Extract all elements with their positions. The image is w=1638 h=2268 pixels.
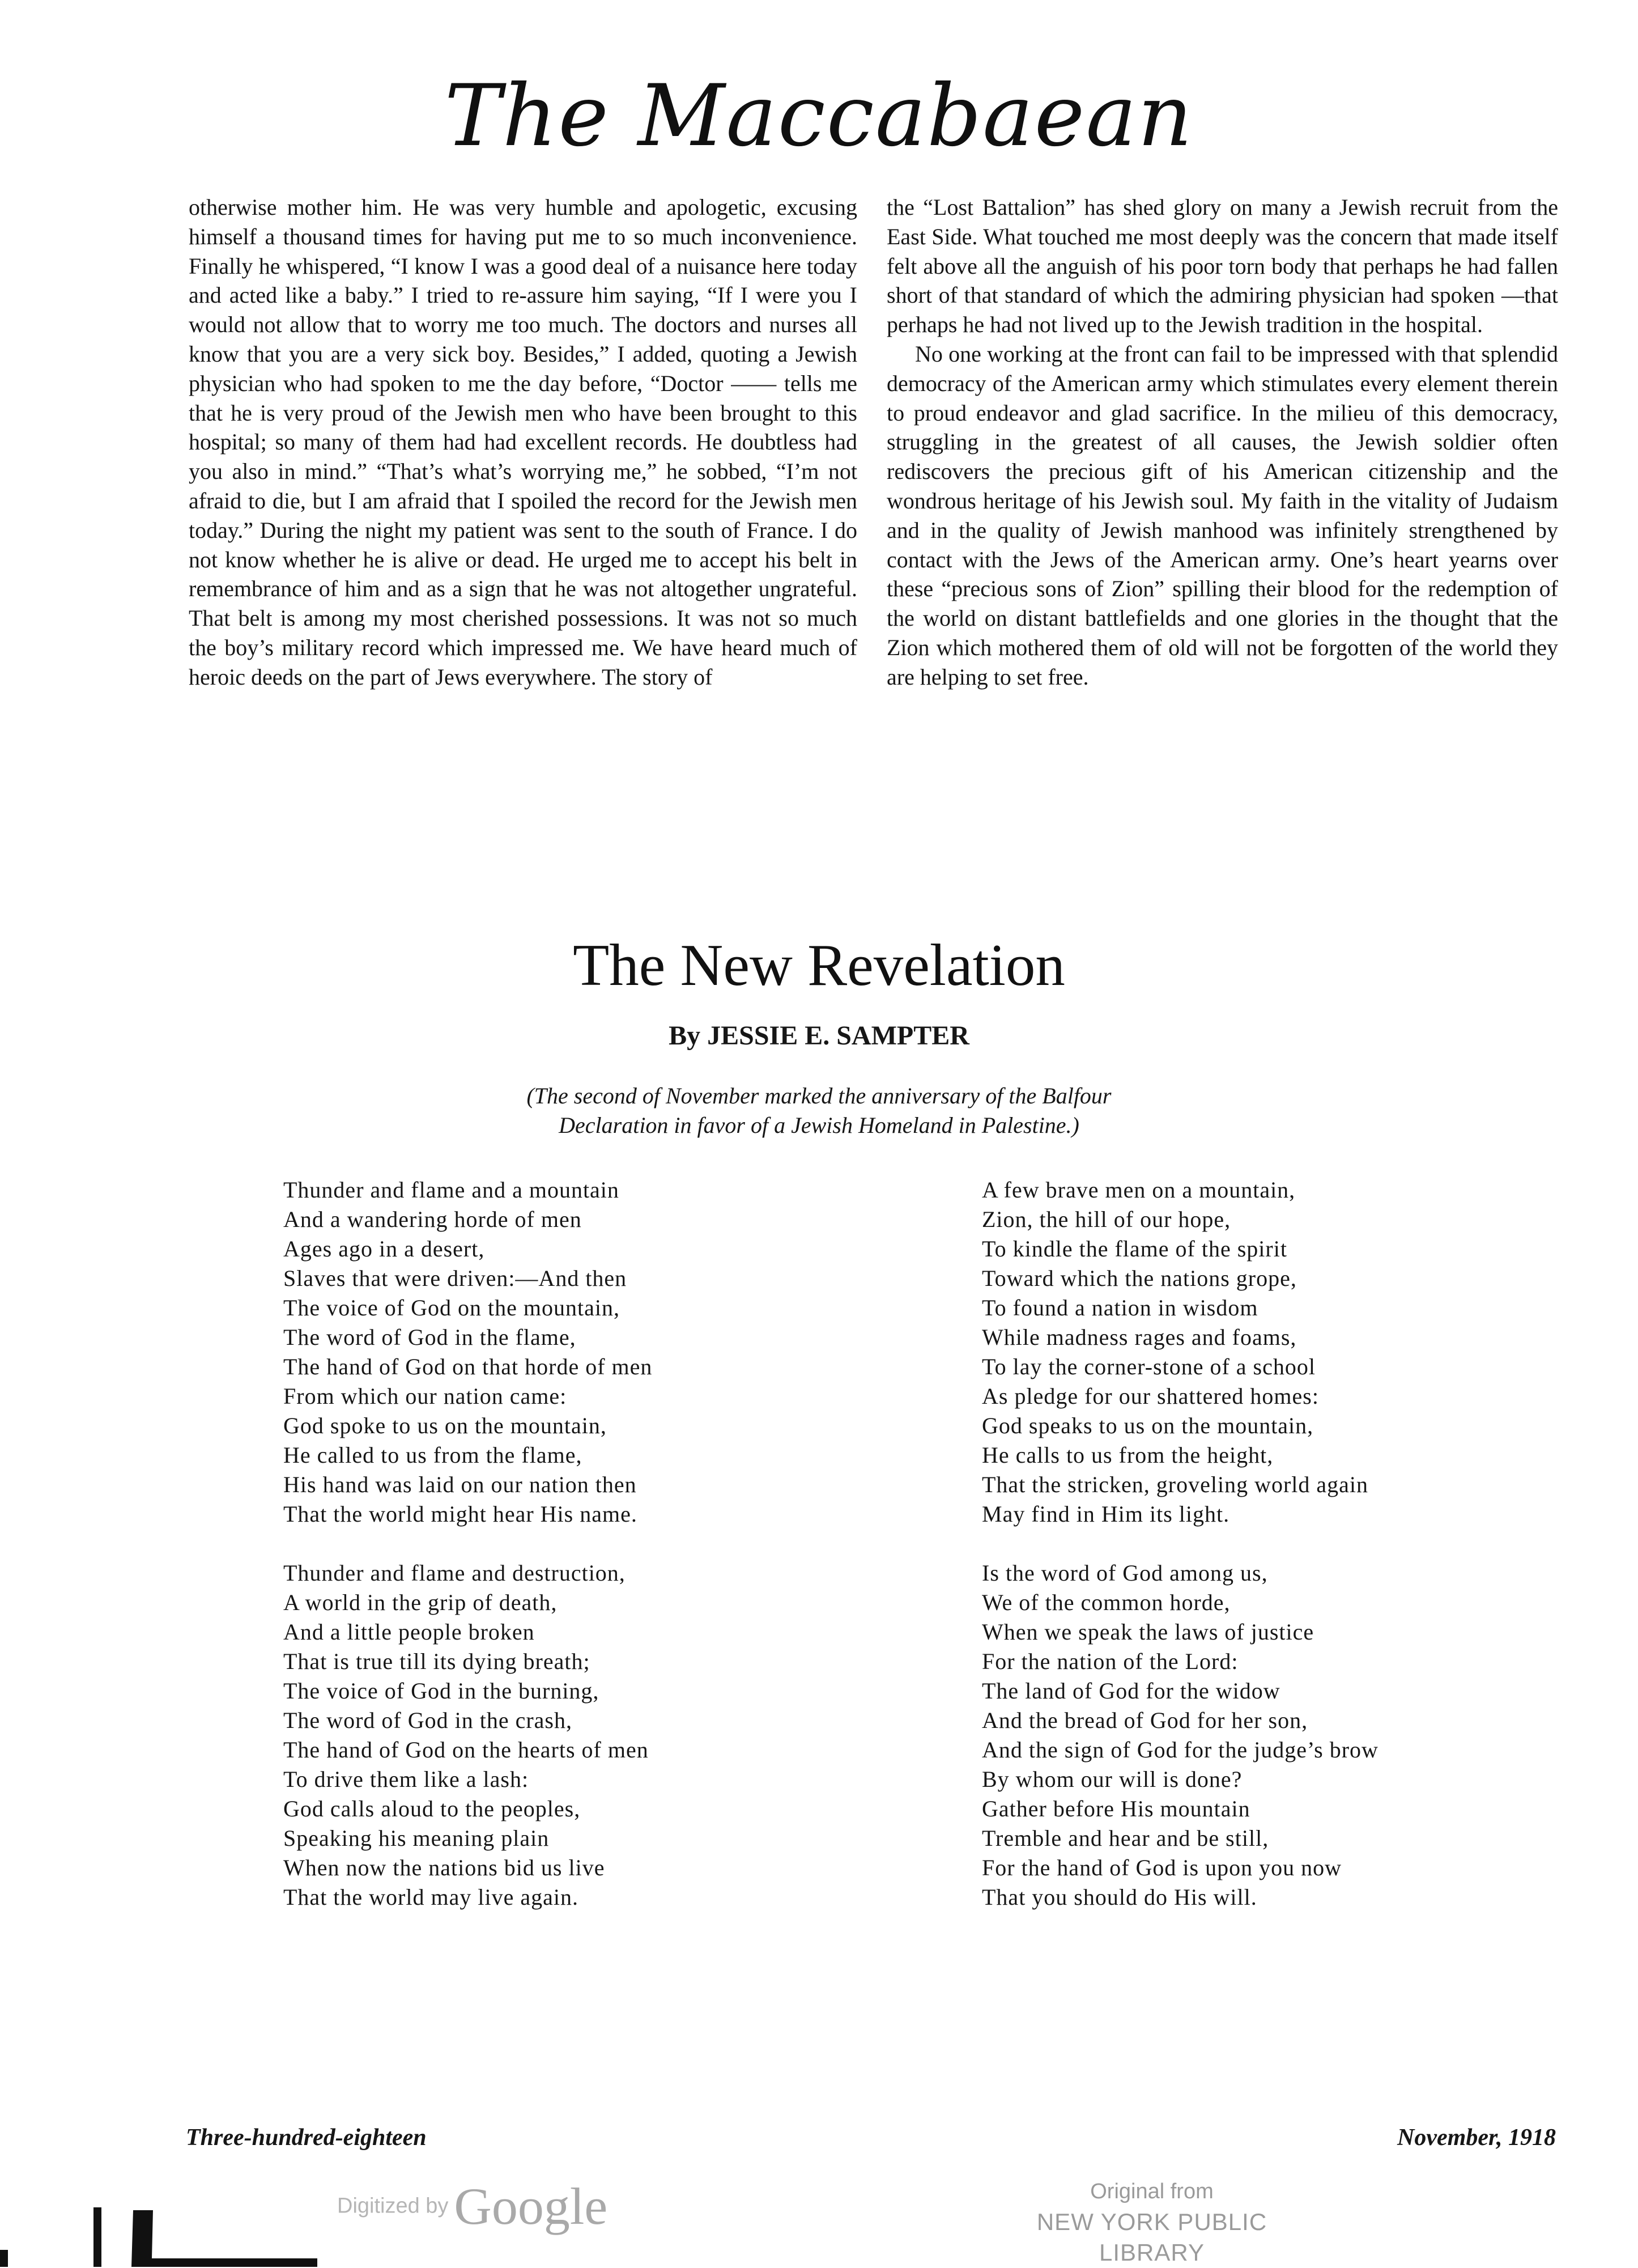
library-name: NEW YORK PUBLIC LIBRARY xyxy=(1036,2208,1267,2266)
poem-line: That is true till its dying breath; xyxy=(283,1649,590,1674)
poem-line: As pledge for our shattered homes: xyxy=(982,1383,1319,1409)
poem-line: We of the common horde, xyxy=(982,1590,1231,1615)
poem-stanza xyxy=(283,1175,652,1529)
original-from-label: Original from xyxy=(1090,2180,1214,2203)
poem-line: That the world may live again. xyxy=(283,1884,578,1910)
poem-title: The New Revelation xyxy=(573,932,1065,998)
poem-line: The land of God for the widow xyxy=(982,1678,1280,1704)
poem-line: Speaking his meaning plain xyxy=(283,1825,550,1851)
poem-line: A few brave men on a mountain, xyxy=(982,1177,1296,1203)
poem-line: From which our nation came: xyxy=(283,1383,567,1409)
poem-line: The hand of God on that horde of men xyxy=(283,1354,653,1379)
poem-line: Slaves that were driven:—And then xyxy=(283,1265,627,1291)
issue-date: November, 1918 xyxy=(1397,2125,1556,2151)
poem-line: God speaks to us on the mountain, xyxy=(982,1413,1314,1438)
poem-line: To found a nation in wisdom xyxy=(982,1295,1258,1320)
poem-line: Is the word of God among us, xyxy=(982,1560,1268,1586)
poem-line: God calls aloud to the peoples, xyxy=(283,1796,581,1821)
poem-byline: By JESSIE E. SAMPTER xyxy=(669,1021,969,1051)
poem-line: The hand of God on the hearts of men xyxy=(283,1737,649,1762)
poem-line: Ages ago in a desert, xyxy=(283,1236,485,1262)
page-number: Three-hundred-eighteen xyxy=(186,2125,427,2151)
poem-line: And the bread of God for her son, xyxy=(982,1708,1308,1733)
poem-line: And a little people broken xyxy=(283,1619,535,1645)
poem-line: When we speak the laws of justice xyxy=(982,1619,1314,1645)
poem-line: God spoke to us on the mountain, xyxy=(283,1413,607,1438)
article-paragraph: the “Lost Battalion” has shed glory on many a Jewish recruit from the East Side. What touched me most deeply was the concern that made itself felt above all the anguish of his poor torn body that perhaps he had fallen short of that standard of which the admiring physician had spoken —that perhaps he had not lived up to the Jewish tradition in the hospital. xyxy=(887,194,1558,338)
poem-line: He calls to us from the height, xyxy=(982,1442,1274,1468)
poem-line: Thunder and flame and a mountain xyxy=(283,1177,619,1203)
poem-line: He called to us from the flame, xyxy=(283,1442,582,1468)
poem-line: The voice of God on the mountain, xyxy=(283,1295,620,1320)
epigraph-line: (The second of November marked the anniversary of the Balfour xyxy=(526,1083,1112,1108)
poem-line: For the hand of God is upon you now xyxy=(982,1855,1342,1880)
poem-line: His hand was laid on our nation then xyxy=(283,1472,637,1497)
poem-line: May find in Him its light. xyxy=(982,1501,1230,1527)
poem-line: Toward which the nations grope, xyxy=(982,1265,1297,1291)
poem-line: Gather before His mountain xyxy=(982,1796,1250,1821)
poem-right-column xyxy=(982,1175,1379,1942)
original-source-watermark xyxy=(982,2176,1322,2268)
google-logo: Google xyxy=(454,2177,608,2235)
poem-line: And a wandering horde of men xyxy=(283,1207,582,1232)
poem-line: The voice of God in the burning, xyxy=(283,1678,599,1704)
poem-line: And the sign of God for the judge’s brow xyxy=(982,1737,1379,1762)
poem-line: Tremble and hear and be still, xyxy=(982,1825,1269,1851)
poem-stanza xyxy=(982,1175,1379,1529)
article-paragraph: No one working at the front can fail to be impressed with that splendid democracy of the American army which stimulates every element therein to proud endeavor and glad sacrifice. In the milieu of this democracy, struggling in the greatest of all causes, the Jewish soldier often rediscovers the precious gift of his American citizenship and the wondrous heritage of his Jewish soul. My faith in the vitality of Judaism and in the quality of Jewish manhood was infinitely strengthened by contact with the Jews of the American army. One’s heart yearns over these “precious sons of Zion” spilling their blood for the redemption of the world on distant battlefields and one glories in the thought that the Zion which mothered them of old will not be forgotten of the world they are helping to set free. xyxy=(887,341,1558,690)
poem-line: By whom our will is done? xyxy=(982,1766,1243,1792)
poem-line: Zion, the hill of our hope, xyxy=(982,1207,1231,1232)
masthead-title: The Maccabaean xyxy=(444,67,1194,165)
poem-line: To lay the corner-stone of a school xyxy=(982,1354,1316,1379)
poem-line: The word of God in the flame, xyxy=(283,1324,576,1350)
poem-line: When now the nations bid us live xyxy=(283,1855,605,1880)
article-paragraph: otherwise mother him. He was very humble and apologetic, excusing himself a thousand times for having put me to so much inconvenience. Finally he whispered, “I know I was a good deal of a nuisance here today and acted like a baby.” I tried to re-assure him saying, “If I were you I would not allow that to worry me too much. The doctors and nurses all know that you are a very sick boy. Besides,” I added, quoting a Jewish physician who had spoken to me the day before, “Doctor —— tells me that he is very proud of the Jewish men who have been brought to this hospital; so many of them had had excellent records. He doubtless had you also in mind.” “That’s what’s worrying me,” he sobbed, “I’m not afraid to die, but I am afraid that I spoiled the record for the Jewish men today.” During the night my patient was sent to the south of France. I do not know whether he is alive or dead. He urged me to accept his belt in remembrance of him and as a sign that he was not altogether ungrateful. That belt is among my most cherished possessions. It was not so much the boy’s military record which impressed me. We have heard much of heroic deeds on the part of Jews everywhere. The story of xyxy=(189,194,857,690)
poem-line: That you should do His will. xyxy=(982,1884,1257,1910)
poem-line: Thunder and flame and destruction, xyxy=(283,1560,626,1586)
poem-stanza xyxy=(283,1558,652,1912)
digitized-by-watermark xyxy=(337,2176,607,2236)
article-left-column xyxy=(189,193,857,692)
poem-line: While madness rages and foams, xyxy=(982,1324,1297,1350)
poem-line: The word of God in the crash, xyxy=(283,1708,572,1733)
poem-line: That the world might hear His name. xyxy=(283,1501,637,1527)
digitized-prefix: Digitized by xyxy=(337,2194,449,2218)
poem-left-column xyxy=(283,1175,652,1942)
poem-line: To kindle the flame of the spirit xyxy=(982,1236,1287,1262)
poem-epigraph xyxy=(0,1081,1638,1140)
epigraph-line: Declaration in favor of a Jewish Homeland in Palestine.) xyxy=(559,1112,1079,1138)
poem-line: That the stricken, groveling world again xyxy=(982,1472,1369,1497)
poem-line: To drive them like a lash: xyxy=(283,1766,529,1792)
scan-edge-mark xyxy=(0,2205,351,2267)
poem-line: A world in the grip of death, xyxy=(283,1590,558,1615)
poem-stanza xyxy=(982,1558,1379,1912)
article-right-column xyxy=(887,193,1558,692)
poem-line: For the nation of the Lord: xyxy=(982,1649,1239,1674)
